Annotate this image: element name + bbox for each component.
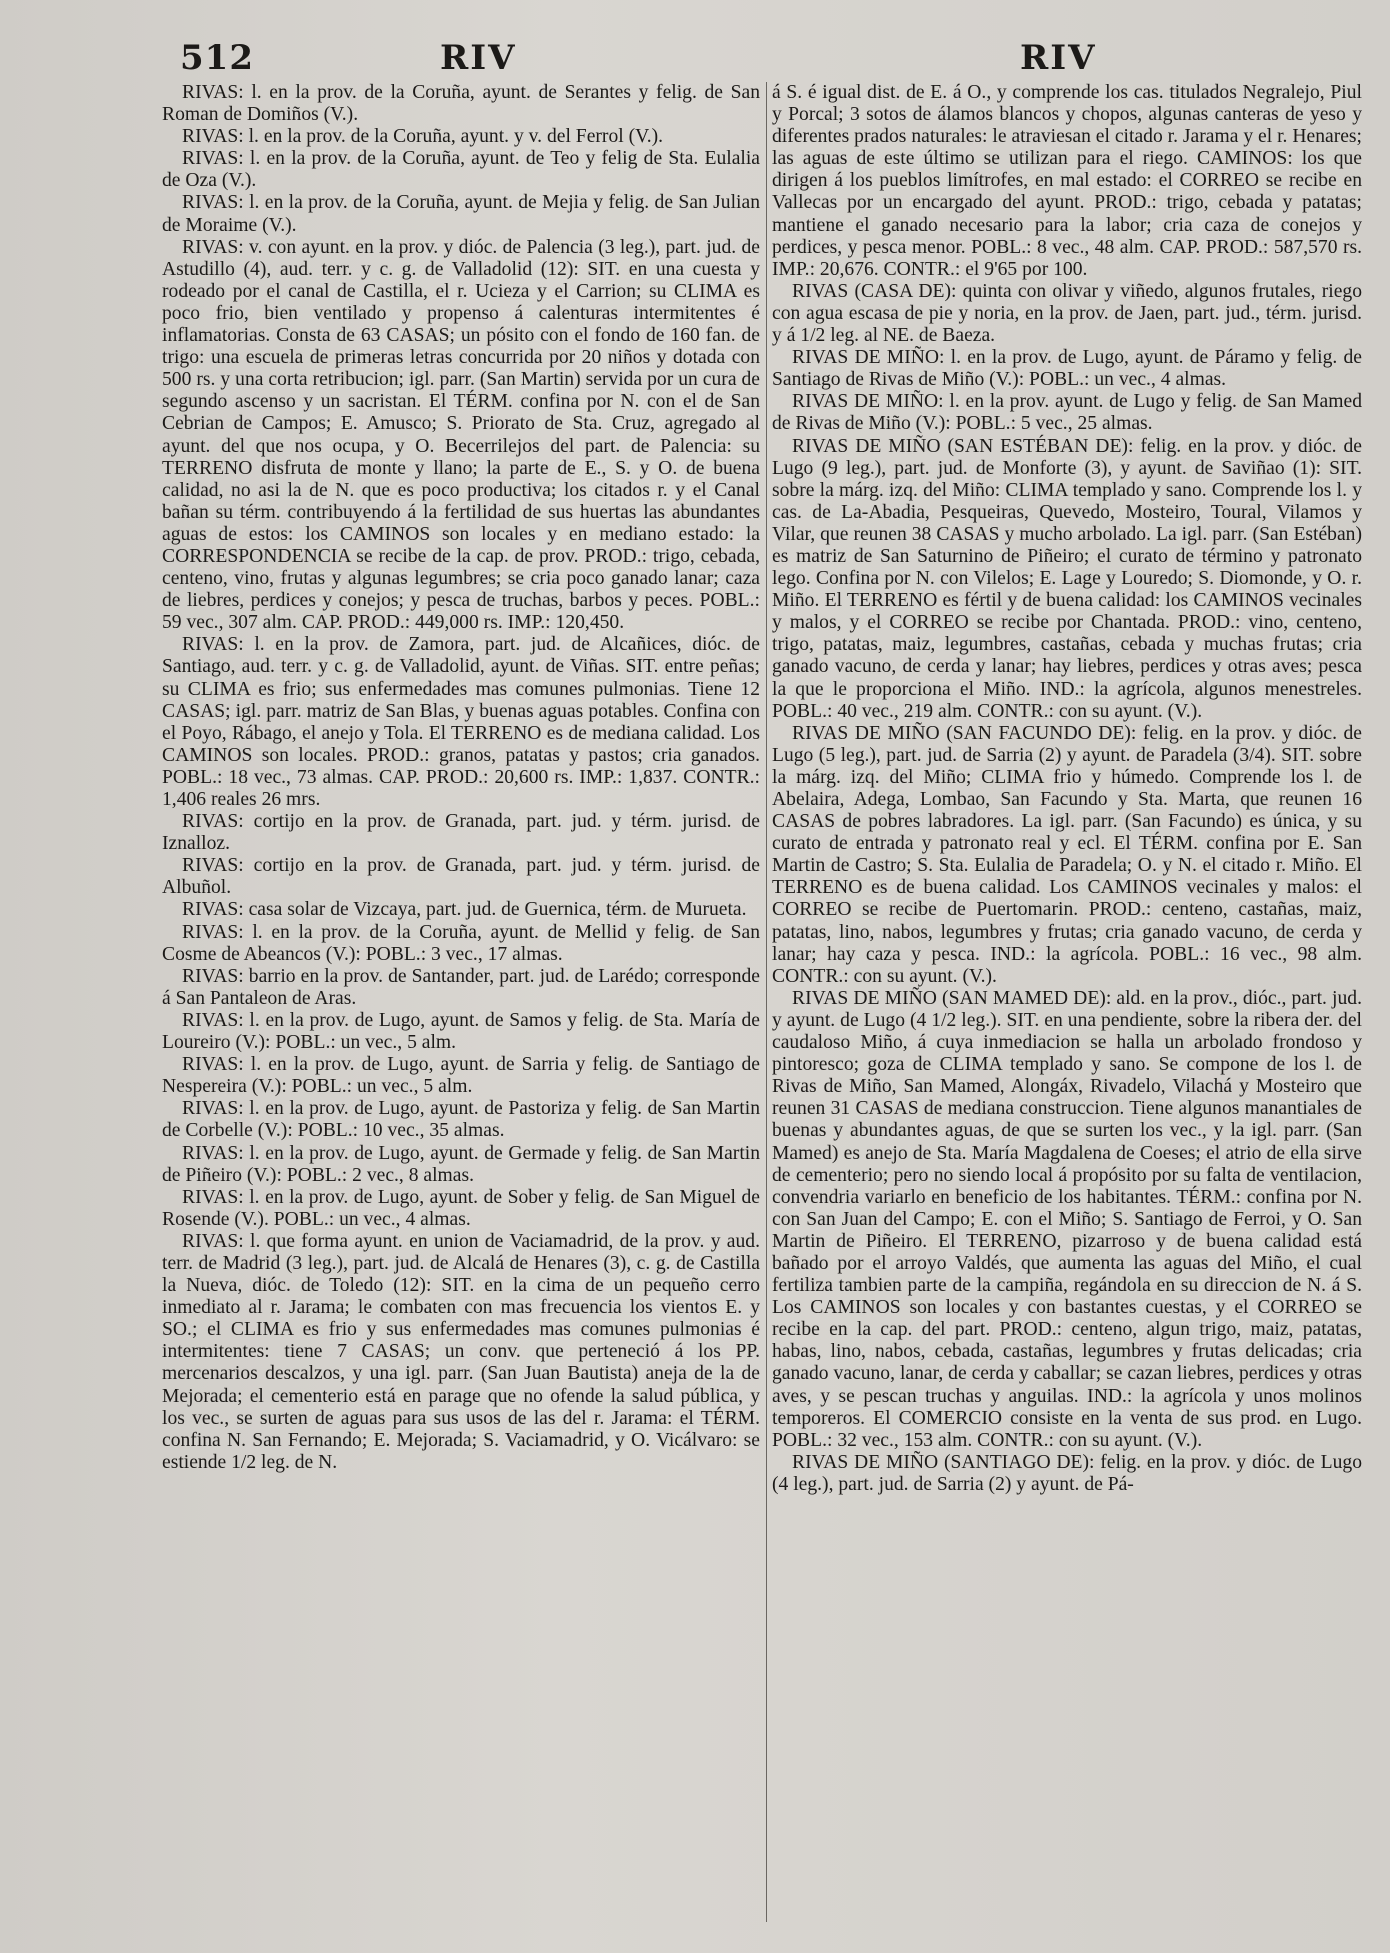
- entry: RIVAS: l. en la prov. de la Coruña, ayunt. de Mejia y felig. de San Julian de Moraime (V.).: [162, 192, 760, 236]
- entry: RIVAS: cortijo en la prov. de Granada, part. jud. y térm. jurisd. de Albuñol.: [162, 855, 760, 899]
- entry: RIVAS: l. en la prov. de la Coruña, ayunt. y v. del Ferrol (V.).: [182, 126, 664, 148]
- entry: RIVAS: cortijo en la prov. de Granada, part. jud. y térm. jurisd. de Iznalloz.: [162, 811, 760, 855]
- right-column: [772, 82, 1362, 1940]
- entry: RIVAS (CASA DE): quinta con olivar y viñedo, algunos frutales, riego con agua escasa de pie y noria, en la prov. de Jaen, part. jud., térm. jurisd. y á 1/2 leg. al NE. de Baeza.: [772, 280, 1362, 347]
- entry: RIVAS: v. con ayunt. en la prov. y dióc. de Palencia (3 leg.), part. jud. de Astudillo (4), aud. terr. y c. g. de Valladolid (12): SIT. en una cuesta y rodeado por el canal de Castilla, el r. Ucieza y el Carrion; su CLIMA es poco frio, bien ventilado y propenso á calenturas intermitentes é inflamatorias. Consta de 63 CASAS; un pósito con el fondo de 160 fan. de trigo: una escuela de primeras letras concurrida por 20 niños y dotada con 500 rs. y una corta retribucion; igl. parr. (San Martin) servida por un cura de segundo ascenso y un sacristan. El TÉRM. confina por N. con el de San Cebrian de Campos; E. Amusco; S. Priorato de Sta. Cruz, agregado al ayunt. del que nos ocupa, y O. Becerrilejos del part. de Palencia: su TERRENO disfruta de monte y llano; la parte de E., S. y O. de buena calidad, no asi la de N. que es poco productiva; los citados r. y el Canal bañan su térm. contribuyendo á la fertilidad de sus huertas las abundantes aguas de estos: los CAMINOS son locales y en mediano estado: la CORRESPONDENCIA se recibe de la cap. de prov. PROD.: trigo, cebada, centeno, vino, frutas y algunas legumbres; se cria poco ganado lanar; caza de liebres, perdices y conejos; y pesca de truchas, barbos y peces. POBL.: 59 vec., 307 alm. CAP. PROD.: 449,000 rs. IMP.: 120,450.: [162, 236, 760, 634]
- entry: RIVAS DE MIÑO (SAN ESTÉBAN DE): felig. en la prov. y dióc. de Lugo (9 leg.), part. jud. de Monforte (3), y ayunt. de Saviñao (1): SIT. sobre la márg. izq. del Miño: CLIMA templado y sano. Comprende los l. y cas. de La-Abadia, Pesqueiras, Quevedo, Mosteiro, Toural, Vilamos y Vilar, que reunen 38 CASAS y mucho arbolado. La igl. parr. (San Estéban) es matriz de San Saturnino de Piñeiro; el curato de término y patronato lego. Confina por N. con Vilelos; E. Lage y Louredo; S. Diomonde, y O. r. Miño. El TERRENO es fértil y de buena calidad: los CAMINOS vecinales y malos, y el CORREO se recibe por Chantada. PROD.: vino, centeno, trigo, patatas, maiz, legumbres, castañas, cebada y muchas frutas; cria ganado vacuno, de cerda y lanar; hay liebres, perdices y otras aves; pesca la que le proporciona el Miño. IND.: la agrícola, algunos menestreles. POBL.: 40 vec., 219 alm. CONTR.: con su ayunt. (V.).: [772, 435, 1362, 722]
- entry: RIVAS: l. en la prov. de la Coruña, ayunt. de Serantes y felig. de San Roman de Domiños (V.).: [162, 82, 760, 126]
- left-column: [162, 82, 760, 1940]
- entry: RIVAS: l. en la prov. de Lugo, ayunt. de Pastoriza y felig. de San Martin de Corbelle (V.): POBL.: 10 vec., 35 almas.: [162, 1098, 760, 1142]
- entry: RIVAS DE MIÑO: l. en la prov. ayunt. de Lugo y felig. de San Mamed de Rivas de Miño (V.): POBL.: 5 vec., 25 almas.: [772, 391, 1362, 435]
- entry: RIVAS DE MIÑO (SAN MAMED DE): ald. en la prov., dióc., part. jud. y ayunt. de Lugo (4 1/2 leg.). SIT. en una pendiente, sobre la ribera der. del caudaloso Miño, á cuya inmediacion se halla un arbolado frondoso y pintoresco; goza de CLIMA templado y sano. Se compone de los l. de Rivas de Miño, San Mamed, Alongáx, Rivadelo, Vilachá y Mosteiro que reunen 31 CASAS de mediana construccion. Tiene algunos manantiales de buenas y abundantes aguas, de que se surten los vec., y la igl. parr. (San Mamed) es anejo de Sta. María Magdalena de Coeses; el atrio de ella sirve de cementerio; pero no siendo local á propósito por su falta de ventilacion, convendria variarlo en beneficio de los habitantes. TÉRM.: confina por N. con San Juan del Campo; E. con el Miño; S. Santiago de Ferroi, y O. San Martin de Piñeiro. El TERRENO, pizarroso y de buena calidad está bañado por el arroyo Valdés, que aumenta las aguas del Miño, el cual fertiliza tambien parte de la campiña, regándola en su direccion de N. á S. Los CAMINOS son locales y con bastantes cuestas, y el CORREO se recibe en la cap. del part. PROD.: centeno, algun trigo, maiz, patatas, habas, lino, nabos, cebada, castañas, legumbres y frutas delicadas; cria ganado vacuno, lanar, de cerda y caballar; se cazan liebres, perdices y otras aves, y se pescan truchas y anguilas. IND.: la agrícola y unos molinos temporeros. El COMERCIO consiste en la venta de sus prod. en Lugo. POBL.: 32 vec., 153 alm. CONTR.: con su ayunt. (V.).: [772, 987, 1362, 1451]
- entry: RIVAS DE MIÑO: l. en la prov. de Lugo, ayunt. de Páramo y felig. de Santiago de Rivas de Miño (V.): POBL.: un vec., 4 almas.: [772, 347, 1362, 391]
- entry: RIVAS: l. en la prov. de Lugo, ayunt. de Germade y felig. de San Martin de Piñeiro (V.): POBL.: 2 vec., 8 almas.: [162, 1142, 760, 1186]
- entry-continuation: á S. é igual dist. de E. á O., y comprende los cas. titulados Negralejo, Piul y Porcal; 3 sotos de álamos blancos y chopos, algunas canteras de yeso y diferentes prados naturales: le atraviesan el citado r. Jarama y el r. Henares; las aguas de este último se utilizan para el riego. CAMINOS: los que dirigen á los pueblos limítrofes, en mal estado: el CORREO se recibe en Vallecas por un encargado del ayunt. PROD.: trigo, cebada y patatas; mantiene el ganado necesario para la labor; cria caza de conejos y perdices, y pesca menor. POBL.: 8 vec., 48 alm. CAP. PROD.: 587,570 rs. IMP.: 20,676. CONTR.: el 9'65 por 100.: [772, 82, 1362, 280]
- running-head-right: RIV: [1020, 38, 1097, 78]
- entry: RIVAS: barrio en la prov. de Santander, part. jud. de Larédo; corresponde á San Pantaleon de Aras.: [162, 965, 760, 1009]
- entry: RIVAS: casa solar de Vizcaya, part. jud. de Guernica, térm. de Murueta.: [182, 899, 747, 921]
- entry: RIVAS: l. que forma ayunt. en union de Vaciamadrid, de la prov. y aud. terr. de Madrid (3 leg.), part. jud. de Alcalá de Henares (3), c. g. de Castilla la Nueva, dióc. de Toledo (12): SIT. en la cima de un pequeño cerro inmediato al r. Jarama; le combaten con mas frecuencia los vientos E. y SO.; el CLIMA es frio y sus enfermedades mas comunes pulmonias é intermitentes: tiene 7 CASAS; un conv. que perteneció á los PP. mercenarios descalzos, y una igl. parr. (San Juan Bautista) aneja de la de Mejorada; el cementerio está en parage que no ofende la salud pública, y los vec., se surten de aguas para sus usos de las del r. Jarama: el TÉRM. confina N. San Fernando; E. Mejorada; S. Vaciamadrid, y O. Vicálvaro: se estiende 1/2 leg. de N.: [162, 1230, 760, 1473]
- entry: RIVAS: l. en la prov. de la Coruña, ayunt. de Teo y felig de Sta. Eulalia de Oza (V.).: [162, 148, 760, 192]
- entry: RIVAS: l. en la prov. de la Coruña, ayunt. de Mellid y felig. de San Cosme de Abeancos (V.): POBL.: 3 vec., 17 almas.: [162, 921, 760, 965]
- entry: RIVAS: l. en la prov. de Lugo, ayunt. de Samos y felig. de Sta. María de Loureiro (V.): POBL.: un vec., 5 alm.: [162, 1009, 760, 1054]
- running-head-left: RIV: [440, 38, 517, 78]
- column-divider: [766, 82, 767, 1922]
- entry: RIVAS: l. en la prov. de Lugo, ayunt. de Sarria y felig. de Santiago de Nespereira (V.): POBL.: un vec., 5 alm.: [162, 1054, 760, 1098]
- entry: RIVAS DE MIÑO (SANTIAGO DE): felig. en la prov. y dióc. de Lugo (4 leg.), part. jud. de Sarria (2) y ayunt. de Pá-: [772, 1451, 1362, 1495]
- entry: RIVAS DE MIÑO (SAN FACUNDO DE): felig. en la prov. y dióc. de Lugo (5 leg.), part. jud. de Sarria (2) y ayunt. de Paradela (3/4). SIT. sobre la márg. izq. del Miño; CLIMA frio y húmedo. Comprende los l. de Abelaira, Adega, Lombao, San Facundo y Sta. Marta, que reunen 16 CASAS de pobres labradores. La igl. parr. (San Facundo) es única, y su curato de entrada y patronato real y ecl. El TÉRM. confina por E. San Martin de Castro; S. Sta. Eulalia de Paradela; O. y N. el citado r. Miño. El TERRENO es de buena calidad. Los CAMINOS vecinales y malos: el CORREO se recibe de Puertomarin. PROD.: centeno, castañas, maiz, patatas, lino, nabos, legumbres y frutas; cria ganado vacuno, de cerda y lanar; hay caza y pesca. IND.: la agrícola. POBL.: 16 vec., 98 alm. CONTR.: con su ayunt. (V.).: [772, 722, 1362, 987]
- entry: RIVAS: l. en la prov. de Zamora, part. jud. de Alcañices, dióc. de Santiago, aud. terr. y c. g. de Valladolid, ayunt. de Viñas. SIT. entre peñas; su CLIMA es frio; sus enfermedades mas comunes pulmonias. Tiene 12 CASAS; igl. parr. matriz de San Blas, y buenas aguas potables. Confina con el Poyo, Rábago, el anejo y Tola. El TERRENO es de mediana calidad. Los CAMINOS son locales. PROD.: granos, patatas y pastos; cria ganados. POBL.: 18 vec., 73 almas. CAP. PROD.: 20,600 rs. IMP.: 1,837. CONTR.: 1,406 reales 26 mrs.: [162, 634, 760, 810]
- entry: RIVAS: l. en la prov. de Lugo, ayunt. de Sober y felig. de San Miguel de Rosende (V.). POBL.: un vec., 4 almas.: [162, 1186, 760, 1230]
- page-number: 512: [180, 38, 254, 78]
